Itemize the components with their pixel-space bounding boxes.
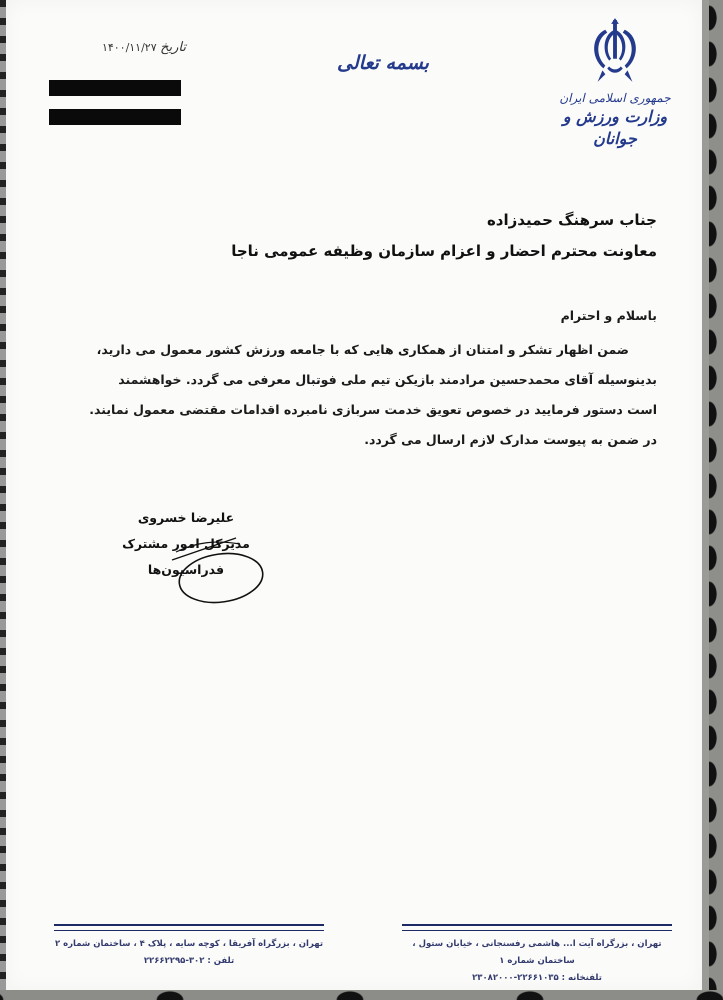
- footer-address-1: [402, 924, 672, 987]
- body-line: در ضمن به پیوست مدارک لازم ارسال می گردد.: [364, 432, 657, 447]
- redacted-number: [49, 80, 181, 96]
- footer-phone: تلفن : ۳۰۲-۲۲۶۶۲۲۹۵: [143, 956, 235, 966]
- letterhead: [550, 18, 680, 150]
- footer-address: تهران ، بزرگراه آیت ا... هاشمی رفسنجانی ، خیابان ستول ، ساختمان شماره ۱: [412, 939, 662, 966]
- addressee-title: معاونت محترم احضار و اعزام سازمان وظیفه عمومی ناجا: [231, 242, 657, 260]
- redacted-attachment: [49, 109, 181, 125]
- signature-scribble-icon: [166, 530, 276, 610]
- iran-emblem-icon: [586, 18, 644, 84]
- ministry-name: وزارت ورزش و جوانان: [562, 107, 668, 148]
- footer-rule: [54, 924, 324, 931]
- signer-title: مدیرکل امور مشترک فدراسیون‌ها: [122, 536, 250, 577]
- addressee-name: جناب سرهنگ حمیدزاده: [486, 211, 657, 229]
- date-label: تاریخ: [160, 40, 186, 55]
- date-field: [66, 40, 186, 55]
- country-name: جمهوری اسلامی ایران: [559, 91, 671, 105]
- perforated-edge-bottom: [0, 990, 723, 1000]
- signer-name: علیرضا خسروی: [137, 510, 235, 525]
- body-line: ضمن اظهار تشکر و امتنان از همکاری هایی که با جامعه ورزش کشور معمول می دارید،: [96, 342, 629, 357]
- footer-phone: تلفنخانه : ۲۲۶۶۱۰۳۵-۲۳۰۸۲۰۰۰: [472, 973, 602, 983]
- greeting: باسلام و احترام: [560, 308, 657, 323]
- letter-page: [6, 0, 702, 990]
- invocation: بسمه تعالی: [337, 52, 429, 74]
- footer-address-2: [54, 924, 324, 970]
- body-line: بدینوسیله آقای محمدحسین مرادمند بازیکن تیم ملی فوتبال معرفی می گردد. خواهشمند: [118, 372, 657, 387]
- perforated-edge-right: [709, 0, 723, 1000]
- date-value: ۱۴۰۰/۱۱/۲۷: [101, 41, 157, 54]
- addressee: [97, 205, 657, 267]
- footer-rule: [402, 924, 672, 931]
- footer-address: تهران ، بزرگراه آفریقا ، کوچه سایه ، پلاک ۴ ، ساختمان شماره ۲: [54, 939, 324, 949]
- letter-body: [47, 303, 657, 455]
- body-paragraph: [47, 335, 657, 455]
- body-line: است دستور فرمایید در خصوص تعویق خدمت سربازی نامبرده اقدامات مقتضی معمول نمایند.: [89, 402, 657, 417]
